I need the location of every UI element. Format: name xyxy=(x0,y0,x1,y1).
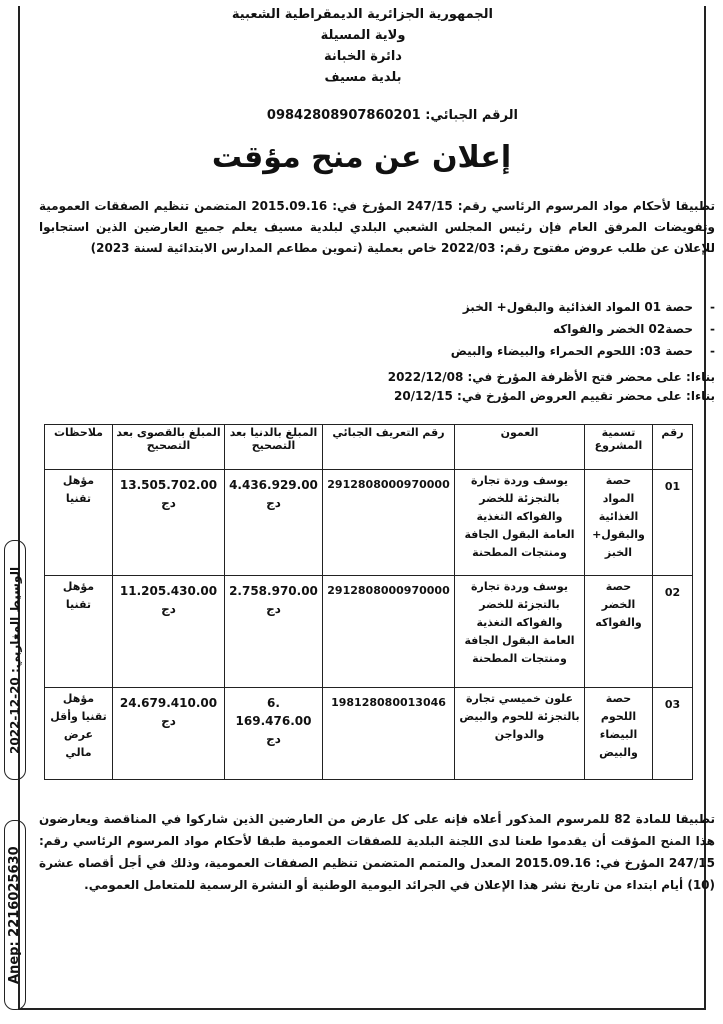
cell-bidder: يوسف وردة تجارة بالتجزئة للخضر والفواكه التغذية العامة البقول الجافة ومنتجات المطحنة xyxy=(455,576,585,688)
announcement-title: إعلان عن منح مؤقت xyxy=(211,140,512,175)
cell-amount-min: 6. 169.476.00 دج xyxy=(225,688,323,780)
lot-item: -حصة 03: اللحوم الحمراء والبيضاء والبيض xyxy=(450,344,715,358)
cell-bidder: يوسف وردة تجارة بالتجزئة للخضر والفواكه التغذية العامة البقول الجافة ومنتجات المطحنة xyxy=(455,470,585,576)
header-tax-id: الرقم الجبائي: 09842808907860201 xyxy=(266,108,518,123)
lot-item: -حصة02 الخضر والفواكه xyxy=(553,322,715,336)
award-table xyxy=(44,424,693,780)
header-amount-min: المبلغ بالدنيا بعد التصحيح xyxy=(225,425,323,470)
cell-amount-max: 13.505.702.00 دج xyxy=(113,470,225,576)
newspaper-date-label: الوسيط المغاربي: 20-12-2022 xyxy=(4,540,26,780)
cell-amount-max: 11.205.430.00 دج xyxy=(113,576,225,688)
basis-lines xyxy=(388,368,715,406)
table-row xyxy=(45,470,693,576)
header-republic: الجمهورية الجزائرية الديمقراطية الشعبية xyxy=(231,7,493,22)
table-row xyxy=(45,576,693,688)
cell-amount-min: 4.436.929.00 دج xyxy=(225,470,323,576)
cell-num: 02 xyxy=(653,576,693,688)
cell-amount-min: 2.758.970.00 دج xyxy=(225,576,323,688)
header-bidder: العمون xyxy=(455,425,585,470)
cell-project: حصة اللحوم البيضاء والبيض xyxy=(585,688,653,780)
basis-evaluation: بناءا: على محضر تقييم العروض المؤرخ في: 20/12/15 xyxy=(393,389,715,403)
cell-notes: مؤهل تقنيا xyxy=(45,576,113,688)
lot-item: -حصة 01 المواد الغذائية والبقول+ الخبز xyxy=(462,300,715,314)
cell-tax-id: 2912808000970000 xyxy=(323,576,455,688)
intro-paragraph: تطبيقا لأحكام مواد المرسوم الرئاسي رقم: 247/15 المؤرخ في: 2015.09.16 المتضمن تنظيم الصفقات العمومية وتفويضات المرفق العام فإن رئيس المجلس الشعبي البلدي لبلدية مسيف يعلم جميع العارضين الذين استجابوا للإعلان عن طلب عروض مفتوح رقم: 2022/03 خاص بعملية (تموين مطاعم المدارس الابتدائية لسنة 2023) xyxy=(39,199,715,255)
header-daira: دائرة الخبانة xyxy=(324,49,402,64)
header-notes: ملاحظات xyxy=(45,425,113,470)
appeal-paragraph: تطبيقا للمادة 82 للمرسوم المذكور أعلاه فإنه على كل عارض من العارضين الذين شاركوا في المناقصة ويعارضون هذا المنح المؤقت أن يقدموا طعنا لدى اللجنة البلدية للصفقات العمومية طبقا لأحكام مواد المرسوم الرئاسي رقم: 247/15 المؤرخ في: 2015.09.16 المعدل والمتمم المتضمن تنظيم الصفقات العمومية، وذلك في أجل أقصاه عشرة (10) أيام ابتداء من تاريخ نشر هذا الإعلان في الجرائد اليومية الوطنية أو النشرة الرسمية للمتعامل العمومي. xyxy=(39,812,715,892)
header-amount-max: المبلغ بالقصوى بعد التصحيح xyxy=(113,425,225,470)
header-commune: بلدية مسيف xyxy=(324,70,402,85)
cell-project: حصة الخضر والفواكه xyxy=(585,576,653,688)
cell-notes: مؤهل تقنيا وأقل عرض مالي xyxy=(45,688,113,780)
header-wilaya: ولاية المسيلة xyxy=(320,28,406,43)
issuer-header xyxy=(233,4,493,88)
table-row xyxy=(45,688,693,780)
header-project: تسمية المشروع xyxy=(585,425,653,470)
cell-bidder: علون خميسي تجارة بالتجزئة للحوم والبيض والدواجن xyxy=(455,688,585,780)
header-num: رقم xyxy=(653,425,693,470)
cell-notes: مؤهل تقنيا xyxy=(45,470,113,576)
lots-list xyxy=(115,296,715,362)
cell-project: حصة المواد الغذائية والبقول+ الخبز xyxy=(585,470,653,576)
cell-tax-id: 198128080013046 xyxy=(323,688,455,780)
header-tax-id: رقم التعريف الجبائي xyxy=(323,425,455,470)
cell-tax-id: 2912808000970000 xyxy=(323,470,455,576)
cell-num: 01 xyxy=(653,470,693,576)
basis-opening: بناءا: على محضر فتح الأظرفة المؤرخ في: 2022/12/08 xyxy=(387,370,715,384)
cell-num: 03 xyxy=(653,688,693,780)
table-header-row xyxy=(45,425,693,470)
anep-reference-label: Anep: 2216025630 xyxy=(4,820,26,1010)
cell-amount-max: 24.679.410.00 دج xyxy=(113,688,225,780)
